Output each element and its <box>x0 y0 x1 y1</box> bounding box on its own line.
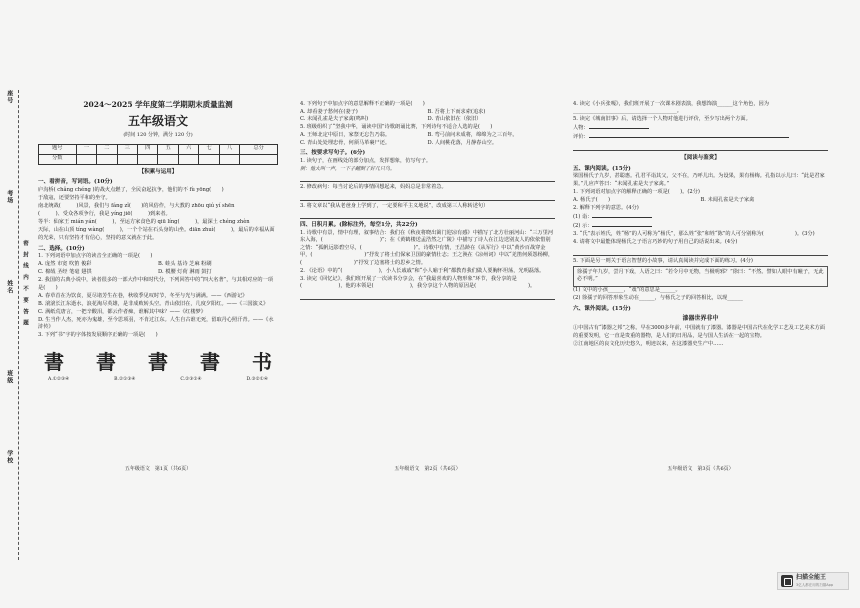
score-header-cell: 五 <box>158 144 178 154</box>
item-blank <box>592 213 652 218</box>
question-5-options <box>300 132 555 147</box>
page-footer-1: 五年级语文 第1页（共6页） <box>124 466 192 472</box>
question-5-1-options <box>573 197 828 205</box>
binding-label-name: 姓名 <box>5 280 13 294</box>
scanner-logo-icon <box>781 575 793 587</box>
passage-title: 漆器世界非中 <box>682 314 719 322</box>
pinyin-line: 南北统战( )风景，我们与 fáng zǐ( )的风俗作，与大教的 zhōu qiú yí shēn <box>38 203 235 210</box>
pinyin-line: ( )、受众各项争行，我是 yíng jiē( )到来者。 <box>38 211 171 218</box>
pinyin-line: 天际，山在山顶 tíng wàng( )，一个个站在石头身的山坐。diān zhuì( )，最后的幸福从面 <box>38 227 275 234</box>
shu-glyph: 書 <box>148 349 168 374</box>
score-header-cell: 七 <box>199 144 219 154</box>
shu-option: B.②①③④ <box>114 376 136 382</box>
item-label: (1) 诣： <box>573 213 593 220</box>
section-2-title: 二、选择。(10分) <box>38 245 85 252</box>
question-3-2: 2. 修改病句：每当讨论后的事情回想起来，妈妈总是非常着急。 <box>300 184 447 191</box>
page-1-column <box>38 100 278 490</box>
item-blank <box>592 222 652 227</box>
score-header-cell: 二 <box>97 144 117 154</box>
passage-xu: 徐孺子年九岁，尝月下戏，人语之曰：“若令月中无物，当极明邪？”徐曰：“不然。譬如人眼中有瞳子，无此必不明。” <box>573 266 828 287</box>
binding-strip <box>0 90 30 560</box>
score-blank-cell <box>138 154 158 164</box>
score-blank-cell <box>199 154 219 164</box>
section-5-title: 五、课内阅读。(15分) <box>573 165 631 172</box>
binding-label-school: 学校 <box>5 450 13 464</box>
score-header-cell: 一 <box>76 144 96 154</box>
item-label: (2) 示： <box>573 222 593 229</box>
watermark-title: 扫描全能王 <box>796 574 827 582</box>
shu-glyph: 書 <box>200 349 220 374</box>
section-1-body <box>38 187 278 243</box>
option-item: A. 却看妻子愁何在(妻子) <box>300 108 358 115</box>
score-header-cell: 题号 <box>39 144 77 154</box>
answer-line <box>300 175 555 182</box>
watermark-subtitle: 3亿人都在用的扫描App <box>796 582 834 587</box>
question-5: 5. 班级组织了“坚我中华，诵读中国”诗歌朗诵比赛，下列诗句不适合人选的是( ) <box>300 124 493 131</box>
option-item: A. 春草首在为饮食，夏尽诸芳生在巷，秋收季见叹时节，冬至与光与满满。——《西游记》 <box>38 292 248 299</box>
shu-option: C.②③①④ <box>180 376 202 382</box>
pinyin-line: 的光荣，只有坚持才有信心，坚持的意义就在于此。 <box>38 235 158 242</box>
passage-lacquer-1: ①中国古有“漆器之邦”之称。早在3000多年前，中国就有了漆器。漆器是中国古代在化学工艺及工艺美术方面的重要发明，它一直是贵重的器物，是人们的日用品，是与国人生活在一起的宝物。 <box>573 325 825 339</box>
score-table <box>38 144 278 165</box>
shu-option: D.③②①④ <box>246 376 268 382</box>
score-blank-cell <box>76 154 96 164</box>
answer-line <box>300 212 555 219</box>
section-1-title: 一、看拼音，写词语。(10分) <box>38 179 113 186</box>
score-label-cell: 分数 <box>39 154 77 164</box>
question-2-1: 1. 下列词语中加点字的读音全正确的一项是( ) <box>38 253 153 260</box>
question-5-2-item-2 <box>573 222 828 231</box>
option-item: C. 青山处处埋忠骨，何须马革裹尸还。 <box>300 139 391 146</box>
binding-label-room: 考场 <box>5 190 13 204</box>
option-item: C. 满纸荒唐言，一把辛酸泪，都云作者痴，谁解其中味？——《红楼梦》 <box>38 308 206 315</box>
section-banner-accumulation: 【积累与运用】 <box>138 168 178 175</box>
binding-label-seat: 座号 <box>5 90 13 104</box>
score-header-cell: 四 <box>138 144 158 154</box>
question-5-5-sub-1: (1) 文中的小孩______，“戏”的意思是______。 <box>573 287 681 294</box>
question-4-4: 4. 读完《小兵张嘎》，我们班开展了一次课本剧表演，我想饰演______这个角色，因为________________________________________。 <box>573 100 769 115</box>
question-4-5: 5. 读完《城南旧事》后，请选择一个人物对他进行评价，至少写出两个方面。 <box>573 116 751 123</box>
passage-yang: 梁国杨氏子九岁，甚聪惠。孔君平诣其父，父不在，乃呼儿出。为设果，果有杨梅。孔指以示儿曰：“此是君家果。”儿应声答曰：“未闻孔雀是夫子家禽。” <box>573 173 825 187</box>
score-blank-cell <box>178 154 198 164</box>
section-4-title: 四、日积月累。(除标注外，每空1分，共22分) <box>300 222 418 229</box>
exam-time: (时间 120 分钟，满分 120 分) <box>123 132 193 139</box>
question-4: 4. 下列句子中加点字的意思解释不正确的一项是( ) <box>300 100 425 107</box>
binding-label-class: 班级 <box>5 370 13 384</box>
question-3-1: 1. 读句子，在画线处的部分加点，发挥想象，仿写句子。 <box>300 157 432 164</box>
answer-line <box>573 249 828 256</box>
option-item: A. 庞然 市宽 吹笛 俊彩 <box>38 261 92 268</box>
passage-lacquer-2: ②江南地区的良文化历史悠久，明迹以来，在这漆器史生产中…… <box>573 341 724 348</box>
question-5-3: 3. “氏”表示姓氏，姓“杨”的人可称为“杨氏”，那么姓“张”和姓“陈”的人可分别称为( )。(3分) <box>573 230 815 237</box>
shu-glyph-row <box>38 348 278 377</box>
seal-line-text: 密 封 线 内 不 要 答 题 <box>21 240 28 328</box>
option-item: C. 棉绒 圣经 笔毫 翅拱 <box>38 268 92 275</box>
field-evaluation-blank <box>589 133 789 138</box>
section-6-title: 六、课外阅读。(15分) <box>573 305 631 312</box>
question-2-2-options <box>38 293 278 332</box>
field-evaluation-label: 评价： <box>573 134 589 141</box>
shu-glyph: 書 <box>44 349 64 374</box>
watermark-text <box>796 574 833 588</box>
score-blank-cell <box>240 154 278 164</box>
question-5-2: 2. 解释下列字的意思。(4分) <box>573 204 639 211</box>
field-person-label: 人物： <box>573 125 589 132</box>
section-banner-reading: 【阅读与鉴赏】 <box>681 154 720 161</box>
page-footer-3: 五年级语文 第3页（共6页） <box>667 466 734 472</box>
option-item: D. 模腰 灯荷 淋雨 鼓打 <box>158 268 212 275</box>
score-table-score-row <box>39 154 278 164</box>
score-header-cell: 三 <box>117 144 137 154</box>
question-2-2: 2. 我国的古典小说中，读者很多的一部大作中和时代分，下列回答中的“四大名著”，与其相对应的一项是( ) <box>38 277 273 291</box>
answer-line <box>300 293 555 300</box>
score-blank-cell <box>158 154 178 164</box>
subject-title: 五年级语文 <box>127 113 188 128</box>
option-item: A. 杨氏子( ) <box>573 196 611 203</box>
field-person-blank <box>589 124 649 129</box>
option-item: B. 滚滚长江东逝水，浪花淘尽英雄，是非成败转头空。青山依旧在，几度夕阳红。——《三国演义》 <box>38 300 269 307</box>
option-item: D. 人间桃花落，月静春山空。 <box>427 139 498 146</box>
question-3-1-example: 例：他大叫一声，一下子翻倒了好几只鸟。 <box>300 165 396 172</box>
seal-line <box>18 90 19 560</box>
question-2-1-options <box>38 261 278 276</box>
field-evaluation <box>573 133 828 142</box>
page-3-column <box>573 100 828 490</box>
scanner-watermark <box>777 572 849 590</box>
question-4-2: 2. 《论语》中的“( )，小人长戚戚”和“小人喻于利”都教育我们做人要胸怀坦荡，光明磊落。 <box>300 267 545 274</box>
pinyin-line: 庐沟桥( chǎng chéng )的战火点燃了，全民奋起抗争，他们的不 fù yōng( ) <box>38 187 224 194</box>
score-table-header-row <box>39 144 278 154</box>
option-item: B. 弯弓前问未成将，绵绵为之三百年。 <box>427 132 518 139</box>
question-5-2-item-1 <box>573 213 828 222</box>
pinyin-line: 等半：仙家王 mián yán( )，至运方家食色的 qiū líng( )，最深土 chéng zhèn <box>38 219 250 226</box>
question-2-3: 3. 下列“书”字的字体按发展顺序正确的一项是( ) <box>38 332 158 339</box>
page-2-column <box>300 100 555 490</box>
exam-title: 2024～2025 学年度第二学期期末质量监测 <box>83 100 233 109</box>
option-item: B. 未闻孔雀是夫子家禽 <box>700 196 755 203</box>
section-3-title: 三、按要求写句子。(6分) <box>300 150 366 157</box>
field-person <box>573 124 828 133</box>
question-5-5: 5. 下面是另一则关于语言智慧的小故事，请认真阅读并完成下面的练习。(4分) <box>573 257 753 264</box>
score-blank-cell <box>117 154 137 164</box>
option-item: D. 生当作人杰，死亦为鬼雄，至今思项羽，不肯过江东。人生自古谁无死，留取丹心照汗青。——《水浒传》 <box>38 316 274 331</box>
page-footer-2: 五年级语文 第2页（共6页） <box>394 466 461 472</box>
question-5-5-sub-2: (2) 徐孺子的回答形象生动在______，与杨氏之子的回答相比，以现______ <box>573 295 743 302</box>
option-item: B. 蛙头 基诗 芝麻 粉刷 <box>158 261 212 268</box>
option-item: A. 王师北定中原日，家祭无忘告乃翁。 <box>300 132 391 139</box>
question-4-3: 3. 读完《回忆记》，我们班开展了一次读书分享会，在“我最喜欢的人物形象”环节，我分享的是( )，他的本领是( )，我分享这个人物的原因是( )。 <box>300 275 536 290</box>
answer-line <box>573 144 828 151</box>
score-header-cell: 六 <box>178 144 198 154</box>
score-blank-cell <box>219 154 239 164</box>
answer-line <box>300 194 555 201</box>
question-4-options <box>300 109 555 124</box>
shu-option-row <box>38 377 278 384</box>
shu-glyph: 書 <box>96 349 116 374</box>
option-item: C. 未闻孔雀是夫子家禽(鸣叫) <box>300 116 369 123</box>
score-header-cell: 八 <box>219 144 239 154</box>
question-5-4: 4. 请将文中最能体现杨氏之子语言巧妙的句子用自己的话说出来。(4分) <box>573 238 738 245</box>
question-3-3: 3. 将文章以“我从老爸身上学到了，一定要和平主义地说”，改成第三人称转述句） <box>300 202 489 209</box>
shu-option: A.①②③④ <box>48 376 70 382</box>
question-4-1: 1. 诗歌中有景，情中有理，叙事结合：我们在《秋夜将晓出篱门迎凉有感》中描写了北方壮丽河山：“三万里河东入海，( )”；在《黄鹤楼送孟浩然之广陵》中描写了诗人在江边送别友人的依依惜别之情：“孤帆远影碧空尽，( )”。诗歌中有情，王昌龄在《从军行》中以“黄沙百战穿金甲，( )”抒发了将士们保家卫国的豪情壮志；王之涣在《凉州词》中以“羌笛何须怨杨柳，( )”抒发了边塞将士的思乡之情。 <box>300 229 554 266</box>
option-item: D. 青山依旧在（依旧） <box>427 116 482 123</box>
option-item: B. 吾将上下而求索(追求) <box>427 108 486 115</box>
question-5-1: 1. 下列词语对加点字的解释正确的一项是( )。(2分) <box>573 188 700 195</box>
score-blank-cell <box>97 154 117 164</box>
score-header-cell: 总分 <box>240 144 278 154</box>
shu-glyph: 书 <box>252 349 272 374</box>
pinyin-line: 于敌寇，还要坚持平和的坐守。 <box>38 195 111 202</box>
